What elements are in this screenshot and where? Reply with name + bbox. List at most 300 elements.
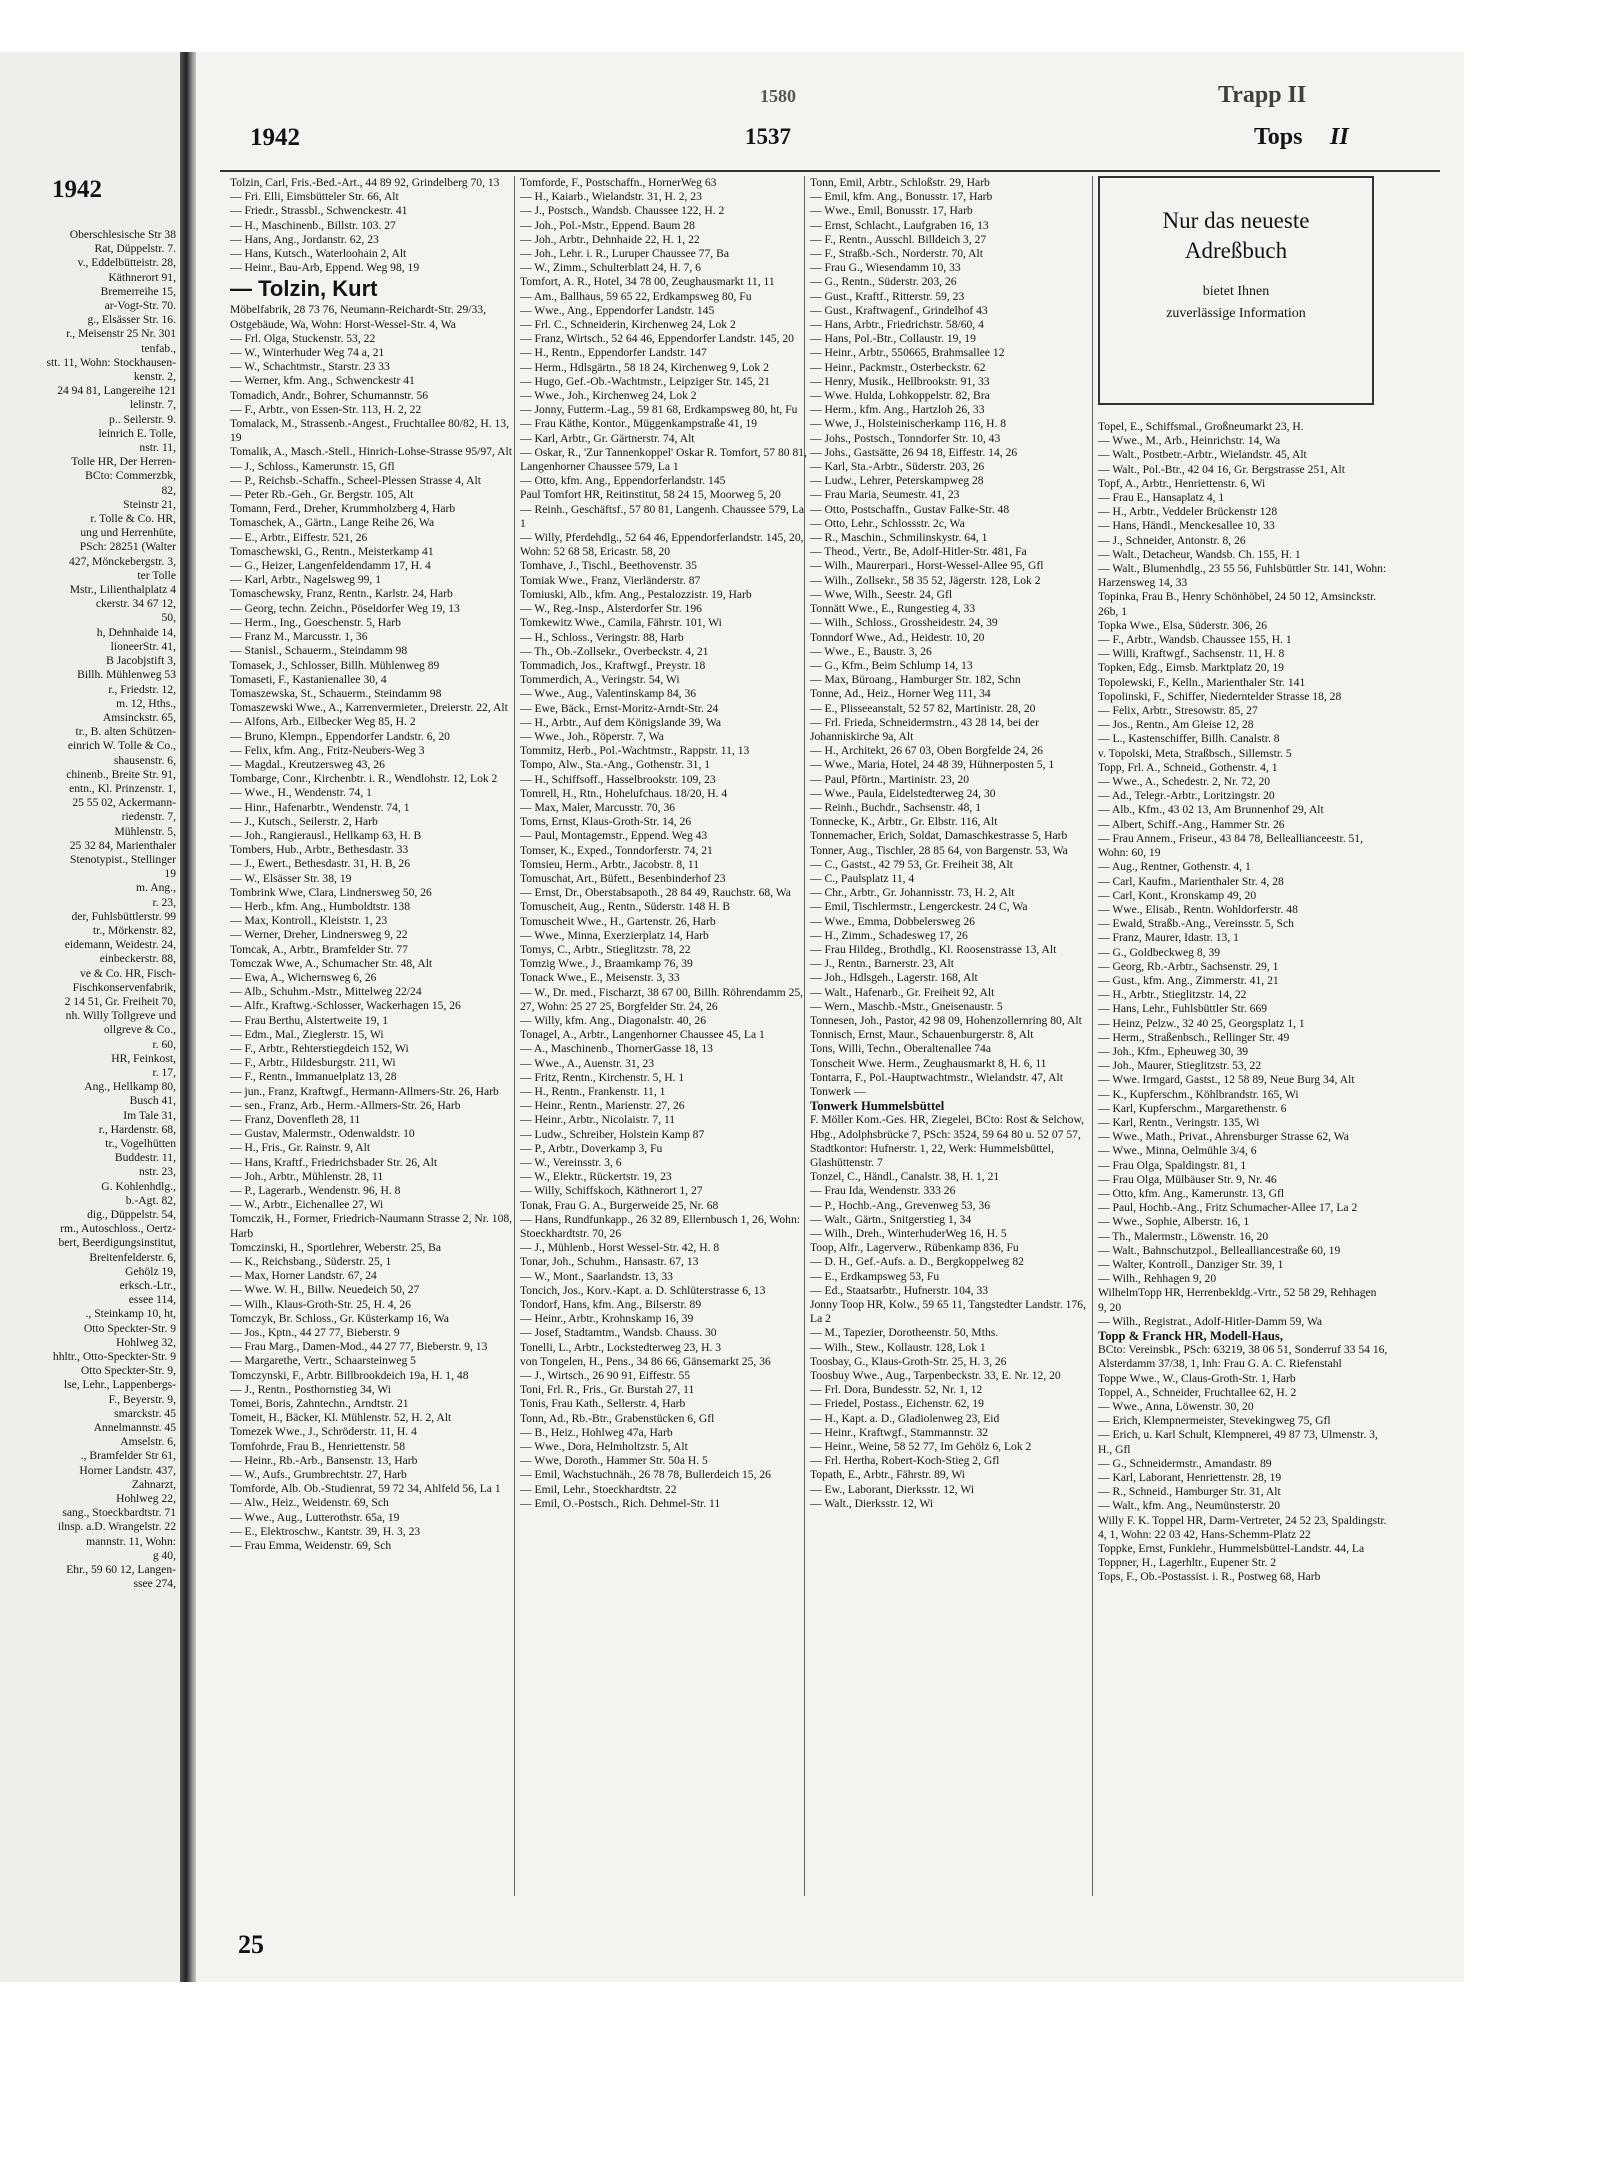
left-page-line: Tolle HR, Der Herren-: [71, 455, 176, 469]
left-page-line: tr., Vogelhütten: [105, 1137, 176, 1150]
directory-entry: — Edm., Mal., Zieglerstr. 15, Wi: [230, 1027, 384, 1041]
directory-entry: — Karl, Arbtr., Nagelsweg 99, 1: [230, 573, 382, 587]
directory-entry: Topken, Edg., Eimsb. Marktplatz 20, 19: [1098, 661, 1284, 675]
left-page-line: r. 60,: [152, 1037, 176, 1051]
directory-entry: Tomalik, A., Masch.-Stell., Hinrich-Lohse-Strasse 95/97, Alt: [230, 445, 512, 459]
directory-entry: — K., Kupferschm., Köhlbrandstr. 165, Wi: [1098, 1087, 1299, 1101]
directory-entry: — Heinr., Rb.-Arb., Bansenstr. 13, Harb: [230, 1453, 418, 1467]
directory-entry: Tombers, Hub., Arbtr., Bethesdastr. 33: [230, 843, 409, 857]
directory-entry: — W., Dr. med., Fischarzt, 38 67 00, Billh. Röhrendamm 25, 27, Wohn: 25 27 25, Borgfelder Str. 24, 26: [520, 985, 804, 1013]
directory-entry: — J., Schneider, Antonstr. 8, 26: [1098, 533, 1246, 547]
directory-entry: — H., Kaiarb., Wielandstr. 31, H. 2, 23: [520, 190, 702, 204]
directory-entry: — Max, Maler, Marcusstr. 70, 36: [520, 800, 676, 814]
directory-entry: — Walt., Bahnschutzpol., Bellealliancestraße 60, 19: [1098, 1243, 1341, 1257]
directory-entry: — Wwe., H., Wendenstr. 74, 1: [230, 786, 372, 800]
directory-entry: Tonis, Frau Kath., Sellerstr. 4, Harb: [520, 1397, 686, 1411]
left-page-line: r., Hardenstr. 68,: [98, 1122, 176, 1136]
directory-entry: Tomuscheit Wwe., H., Gartenstr. 26, Harb: [520, 914, 716, 928]
directory-entry: Tomfohrde, Frau B., Henriettenstr. 58: [230, 1439, 405, 1453]
directory-entry: Tomser, K., Exped., Tonndorferstr. 74, 21: [520, 843, 713, 857]
directory-entry: — Ernst, Schlacht., Laufgraben 16, 13: [810, 218, 989, 232]
directory-entry: — Friedel, Postass., Eichenstr. 62, 19: [810, 1397, 984, 1411]
directory-entry: — M., Tapezier, Dorotheenstr. 50, Mths.: [810, 1326, 999, 1340]
directory-entry: — G., Heizer, Langenfeldendamm 17, H. 4: [230, 559, 431, 573]
directory-entry: Topel, E., Schiffsmal., Großneumarkt 23, H.: [1098, 420, 1304, 433]
directory-entry: — J., Kutsch., Seilerstr. 2, Harb: [230, 814, 378, 828]
directory-entry: — G., Rentn., Süderstr. 203, 26: [810, 275, 957, 289]
directory-entry: Tomeit, H., Bäcker, Kl. Mühlenstr. 52, H. 2, Alt: [230, 1411, 452, 1425]
directory-entry: — Wwe., Ang., Eppendorfer Landstr. 145: [520, 303, 715, 317]
directory-entry: Tombrink Wwe, Clara, Lindnersweg 50, 26: [230, 885, 432, 899]
directory-entry: — Otto, Lehr., Schlossstr. 2c, Wa: [810, 516, 965, 530]
left-page-line: HR, Feinkost,: [111, 1051, 176, 1065]
directory-entry: — Joh., Lehr. i. R., Luruper Chaussee 77, Ba: [520, 247, 729, 261]
directory-entry: — Herm., Straßenbsch., Rellinger Str. 49: [1098, 1030, 1290, 1044]
directory-entry: — Gust., Kraftwagenf., Grindelhof 43: [810, 303, 988, 317]
directory-entry: — W., Arbtr., Eichenallee 27, Wi: [230, 1198, 384, 1212]
directory-entry: — Heinz, Pelzw., 32 40 25, Georgsplatz 1, 1: [1098, 1016, 1305, 1030]
directory-entry: Jonny Toop HR, Kolw., 59 65 11, Tangstedter Landstr. 176, La 2: [810, 1298, 1086, 1326]
directory-entry: — Otto, kfm. Ang., Kamerunstr. 13, Gfl: [1098, 1186, 1285, 1200]
directory-entry: Tonner, Aug., Tischler, 28 85 64, von Bargenstr. 53, Wa: [810, 843, 1068, 857]
directory-entry: — Reinh., Buchdr., Sachsenstr. 48, 1: [810, 800, 981, 814]
cutoff-running-head-right: Trapp II: [1218, 82, 1307, 108]
directory-entry: — W., Schachtmstr., Starstr. 23 33: [230, 360, 390, 374]
directory-entry: — Hinr., Hafenarbtr., Wendenstr. 74, 1: [230, 800, 410, 814]
directory-entry: — Ewe, Bäck., Ernst-Moritz-Arndt-Str. 24: [520, 701, 719, 715]
left-page-line: r., Meisenstr 25 Nr. 301: [66, 327, 176, 341]
left-page-line: Billh. Mühlenweg 53: [77, 668, 176, 682]
left-page-line: Hohlweg 32,: [116, 1335, 176, 1349]
directory-entry: — Erich, u. Karl Schult, Klempnerei, 49 87 73, Ulmenstr. 3, H., Gfl: [1098, 1428, 1378, 1456]
directory-entry: — J., Postsch., Wandsb. Chaussee 122, H. 2: [520, 204, 725, 218]
directory-entry: Tomei, Boris, Zahntechn., Arndtstr. 21: [230, 1397, 409, 1411]
left-page-line: 427, Mönckebergstr. 3,: [68, 554, 176, 568]
directory-entry: Toncich, Jos., Korv.-Kapt. a. D. Schlüterstrasse 6, 13: [520, 1283, 766, 1297]
directory-entry: — Fri. Elli, Eimsbütteler Str. 66, Alt: [230, 190, 399, 204]
directory-entry: — Wwe. W. H., Billw. Neuedeich 50, 27: [230, 1283, 420, 1297]
directory-entry: — Karl, Laborant, Henriettenstr. 28, 19: [1098, 1471, 1282, 1485]
directory-entry: — Frau Annem., Friseur., 43 84 78, Belleallianceestr. 51, Wohn: 60, 19: [1098, 831, 1364, 860]
ad-line-4: zuverlässige Information: [1166, 306, 1306, 321]
directory-entry: — Frau Ida, Wendenstr. 333 26: [810, 1184, 956, 1198]
directory-entry: — Walt., Gärtn., Snitgerstieg 1, 34: [810, 1212, 972, 1226]
left-page-line: Busch 41,: [129, 1094, 176, 1108]
directory-entry: — Franz, Wirtsch., 52 64 46, Eppendorfer Landstr. 145, 20: [520, 332, 794, 346]
directory-entry: — Herm., Ing., Goeschenstr. 5, Harb: [230, 615, 401, 629]
ad-line-3: bietet Ihnen: [1202, 284, 1270, 299]
left-page-line: Horner Landstr. 437,: [79, 1463, 176, 1477]
directory-entry: — Ad., Telegr.-Arbtr., Loritzingstr. 20: [1098, 789, 1275, 803]
left-page-line: entn., Kl. Prinzenstr. 1,: [69, 781, 176, 795]
directory-entry: — Wilh., Stew., Kollaustr. 128, Lok 1: [810, 1340, 986, 1354]
directory-entry: — K., Reichsbang., Süderstr. 25, 1: [230, 1255, 392, 1269]
directory-entry: — Walt., Dierksstr. 12, Wi: [810, 1496, 934, 1510]
directory-entry: — Theod., Vertr., Be, Adolf-Hitler-Str. 481, Fa: [810, 545, 1027, 559]
directory-entry: Tomczyk, Br. Schloss., Gr. Küsterkamp 16, Wa: [230, 1311, 449, 1325]
directory-entry: — Wwe., Joh., Röperstr. 7, Wa: [520, 729, 664, 743]
directory-entry: Tonak, Frau G. A., Burgerweide 25, Nr. 68: [520, 1198, 719, 1212]
left-page-line: ollgreve & Co.,: [103, 1023, 176, 1037]
directory-entry: — R., Maschin., Schmilinskystr. 64, 1: [810, 531, 988, 545]
directory-entry: — Karl, Sta.-Arbtr., Süderstr. 203, 26: [810, 460, 985, 474]
directory-entry: Tomiuski, Alb., kfm. Ang., Pestalozzistr. 19, Harb: [520, 587, 752, 601]
directory-entry: — H., Kapt. a. D., Gladiolenweg 23, Eid: [810, 1411, 1000, 1425]
directory-entry: Tomuscheit, Aug., Rentn., Süderstr. 148 H. B: [520, 900, 731, 914]
directory-entry: Tonne, Ad., Heiz., Horner Weg 111, 34: [810, 687, 991, 701]
directory-entry: Tonar, Joh., Schuhm., Hansastr. 67, 13: [520, 1255, 699, 1269]
directory-entry: — Frau Berthu, Alstertweite 19, 1: [230, 1013, 389, 1027]
directory-entry: — Johs., Gastsätte, 26 94 18, Eiffestr. 14, 26: [810, 445, 1018, 459]
directory-entry: Tonnemacher, Erich, Soldat, Damaschkestrasse 5, Harb: [810, 829, 1068, 843]
directory-entry: — Ed., Staatsarbtr., Hufnerstr. 104, 33: [810, 1283, 989, 1297]
left-page-line: G. Kohlenhdlg.,: [101, 1179, 176, 1193]
left-page-line: ., Steinkamp 10, ht,: [85, 1307, 176, 1321]
directory-entry: — Heinr., Bau-Arb, Eppend. Weg 98, 19: [230, 261, 420, 275]
directory-entry: — Joh., Maurer, Stieglitzstr. 53, 22: [1098, 1059, 1262, 1073]
left-page-line: B Jacobjstift 3,: [106, 654, 176, 668]
left-page-line: 25 55 02, Ackermann-: [72, 796, 176, 810]
left-page-line: BCto: Commerzbk,: [85, 469, 176, 483]
directory-entry: Toppner, H., Lagerhltr., Eupener Str. 2: [1098, 1556, 1277, 1570]
directory-entry: — Ewald, Straßb.-Ang., Vereinsstr. 5, Sch: [1098, 917, 1294, 931]
left-page-line: Im Tale 31,: [123, 1108, 176, 1122]
directory-entry: Tomaseti, F., Kastanienallee 30, 4: [230, 672, 387, 686]
directory-entry: Tomaszewska, St., Schauerm., Steindamm 98: [230, 686, 442, 700]
left-page-line: Mstr., Lilienthalplatz 4: [69, 583, 176, 597]
directory-entry: — W., Aufs., Grumbrechtstr. 27, Harb: [230, 1468, 407, 1482]
left-page-line: nstr. 23,: [138, 1165, 176, 1179]
directory-entry: — Werner, Dreher, Lindnersweg 9, 22: [230, 928, 408, 942]
left-page-line: Käthnerort 91,: [108, 270, 176, 284]
left-page-line: riedenstr. 7,: [121, 810, 176, 824]
directory-entry: — Ewa, A., Wichernsweg 6, 26: [230, 970, 377, 984]
left-page-line: 19: [164, 867, 176, 881]
left-page-line: Rat, Düppelstr. 7.: [94, 242, 176, 256]
left-page-line: der, Fuhlsbüttlerstr. 99: [71, 909, 176, 923]
directory-entry: — J., Mühlenb., Horst Wessel-Str. 42, H. 8: [520, 1241, 720, 1255]
left-page-line: lse, Lehr., Lappenbergs-: [63, 1378, 176, 1392]
directory-entry: — Johs., Postsch., Tonndorfer Str. 10, 43: [810, 431, 1001, 445]
directory-entry: — Hans, Pol.-Btr., Collaustr. 19, 19: [810, 332, 976, 346]
directory-entry: — Chr., Arbtr., Gr. Johannisstr. 73, H. 2, Alt: [810, 886, 1015, 900]
directory-entry: — Willy, Schiffskoch, Käthnerort 1, 27: [520, 1184, 703, 1198]
left-page-line: Ang., Hellkamp 80,: [84, 1080, 176, 1094]
directory-entry: — Emil, O.-Postsch., Rich. Dehmel-Str. 11: [520, 1496, 721, 1510]
left-page-line: leinrich E. Tolle,: [98, 426, 176, 440]
directory-entry: — H., Fris., Gr. Rainstr. 9, Alt: [230, 1141, 371, 1155]
directory-entry: Tomuschat, Art., Büfett., Besenbinderhof 23: [520, 871, 726, 885]
directory-entry: — W., Mont., Saarlandstr. 13, 33: [520, 1269, 673, 1283]
left-page-fragment: [0, 52, 180, 1982]
directory-entry: Tonn, Emil, Arbtr., Schloßstr. 29, Harb: [810, 176, 990, 189]
left-page-line: bert, Beerdigungsinstitut,: [58, 1236, 176, 1250]
left-page-year: 1942: [52, 176, 102, 203]
directory-entry: Tonnätt Wwe., E., Rungestieg 4, 33: [810, 602, 976, 616]
directory-entry: — Wwe., M., Arb., Heinrichstr. 14, Wa: [1098, 434, 1281, 448]
directory-entry: — Franz, Maurer, Idastr. 13, 1: [1098, 931, 1239, 945]
directory-entry: Willy F. K. Toppel HR, Darm-Vertreter, 24 52 23, Spaldingstr. 4, 1, Wohn: 22 03 42, Hans-Schemm-Platz 22: [1098, 1513, 1387, 1541]
directory-entry: — Ernst, Dr., Oberstabsapoth., 28 84 49, Rauchstr. 68, Wa: [520, 886, 791, 900]
directory-entry: Toppel, A., Schneider, Fruchtallee 62, H. 2: [1098, 1385, 1297, 1399]
directory-entry: — Karl, Kupferschm., Margarethenstr. 6: [1098, 1101, 1287, 1115]
directory-entry: — Gustav, Malermstr., Odenwaldstr. 10: [230, 1127, 415, 1141]
directory-entry: — Frau Käthe, Kontor., Müggenkampstraße 41, 19: [520, 417, 757, 431]
directory-entry: — jun., Franz, Kraftwgf., Hermann-Allmers-Str. 26, Harb: [230, 1084, 499, 1098]
left-page-line: Ehr., 59 60 12, Langen-: [66, 1563, 176, 1577]
directory-entry: — Frau Maria, Seumestr. 41, 23: [810, 488, 960, 502]
left-page-line: Mühlenstr. 5,: [114, 824, 176, 838]
directory-entry: — Friedr., Strassbl., Schwenckestr. 41: [230, 204, 408, 218]
directory-entry: Topka Wwe., Elsa, Süderstr. 306, 26: [1098, 618, 1267, 632]
directory-entry: — Alfr., Kraftwg.-Schlosser, Wackerhagen 15, 26: [230, 999, 461, 1013]
directory-entry: — Werner, kfm. Ang., Schwenckestr 41: [230, 374, 415, 388]
directory-entry: — Gust., kfm. Ang., Zimmerstr. 41, 21: [1098, 973, 1279, 987]
directory-entry: Tommitz, Herb., Pol.-Wachtmstr., Rappstr. 11, 13: [520, 744, 750, 758]
directory-entry: — Ew., Laborant, Dierksstr. 12, Wi: [810, 1482, 975, 1496]
directory-entry: Tomaschewski, G., Rentn., Meisterkamp 41: [230, 544, 434, 558]
ad-line-2: Adreßbuch: [1184, 238, 1288, 263]
left-page-line: kenstr. 2,: [133, 370, 176, 384]
directory-entry: — F., Arbtr., Hildesburgstr. 211, Wi: [230, 1056, 396, 1070]
directory-entry: — Wwe., Minna, Exerzierplatz 14, Harb: [520, 928, 709, 942]
directory-entry: — D. H., Gef.-Aufs. a. D., Bergkoppelweg 82: [810, 1255, 1024, 1269]
directory-entry: Topf, A., Arbtr., Henriettenstr. 6, Wi: [1098, 476, 1266, 490]
directory-entry: — F., Rentn., Immanuelplatz 13, 28: [230, 1070, 397, 1084]
directory-entry: Tonagel, A., Arbtr., Langenhorner Chaussee 45, La 1: [520, 1028, 765, 1042]
directory-entry: — Alw., Heiz., Weidenstr. 69, Sch: [230, 1496, 389, 1510]
directory-entry: Tomezek Wwe., J., Schröderstr. 11, H. 4: [230, 1425, 417, 1439]
directory-entry: Tonn, Ad., Rb.-Btr., Grabenstücken 6, Gfl: [520, 1411, 715, 1425]
directory-entry: Topp, Frl. A., Schneid., Gothenstr. 4, 1: [1098, 760, 1278, 774]
directory-entry: F. Möller Kom.-Ges. HR, Ziegelei, BCto: Rost & Selchow, Hbg., Adolphsbrücke 7, PSch: 3524, 59 64 80 u. 52 07 57, Stadtkontor: Hufnerstr. 1, 22, Werk: Hummelsbüttel, Glashüttenstr. 7: [810, 1113, 1084, 1170]
directory-entry: Tomhave, J., Tischl., Beethovenstr. 35: [520, 559, 697, 573]
directory-entry: — Margarethe, Vertr., Schaarsteinweg 5: [230, 1354, 416, 1368]
directory-entry: — Joh., Hdlsgeh., Lagerstr. 168, Alt: [810, 971, 978, 985]
directory-column-1: [230, 176, 518, 1916]
directory-entry: Tomaschek, A., Gärtn., Lange Reihe 26, Wa: [230, 516, 435, 530]
directory-entry: — H., Rentn., Eppendorfer Landstr. 147: [520, 346, 707, 360]
directory-entry: — Josef, Stadtamtm., Wandsb. Chauss. 30: [520, 1326, 717, 1340]
directory-entry: Toppke, Ernst, Funklehr., Hummelsbüttel-Landstr. 44, La: [1098, 1542, 1365, 1556]
directory-entry: Toni, Frl. R., Fris., Gr. Burstah 27, 11: [520, 1383, 695, 1397]
directory-entry: — Otto, kfm. Ang., Eppendorferlandstr. 145: [520, 474, 726, 488]
directory-entry: — W., Reg.-Insp., Alsterdorfer Str. 196: [520, 602, 702, 616]
directory-entry: Topp & Franck HR, Modell-Haus,: [1098, 1329, 1283, 1343]
left-page-line: F., Beyerstr. 9,: [108, 1392, 176, 1406]
directory-entry: — Wwe. Irmgard, Gastst., 12 58 89, Neue Burg 34, Alt: [1098, 1073, 1355, 1087]
directory-entry: — F., Arbtr., Wandsb. Chaussee 155, H. 1: [1098, 633, 1292, 647]
left-page-line: r. Tolle & Co. HR,: [90, 512, 176, 526]
directory-entry: — Felix, Arbtr., Stresowstr. 85, 27: [1098, 704, 1258, 718]
directory-entry: — Wilh., Klaus-Groth-Str. 25, H. 4, 26: [230, 1297, 411, 1311]
directory-entry: — P., Reichsb.-Schaffn., Scheel-Plessen Strasse 4, Alt: [230, 473, 481, 487]
left-page-line: mannstr. 11, Wohn:: [86, 1534, 176, 1548]
directory-entry: — Wwe., Sophie, Alberstr. 16, 1: [1098, 1215, 1250, 1229]
left-page-line: tenfab.,: [141, 341, 176, 355]
left-page-line: 2 14 51, Gr. Freiheit 70,: [64, 994, 176, 1008]
directory-entry: — Tolzin, Kurt: [230, 276, 378, 302]
directory-entry: Tomadich, Andr., Bohrer, Schumannstr. 56: [230, 388, 429, 402]
directory-entry: — H., Rentn., Frankenstr. 11, 1: [520, 1085, 666, 1098]
directory-entry: — Th., Malermstr., Löwenstr. 16, 20: [1098, 1229, 1269, 1243]
directory-entry: — Aug., Rentner, Gothenstr. 4, 1: [1098, 860, 1251, 874]
left-page-line: Steinstr 21,: [123, 497, 176, 511]
directory-entry: — Erich, Klempnermeister, Stevekingweg 75, Gfl: [1098, 1414, 1331, 1428]
page-year: 1942: [250, 124, 300, 151]
directory-entry: — Frau Olga, Spaldingstr. 81, 1: [1098, 1158, 1247, 1172]
directory-entry: — Herb., kfm. Ang., Humboldtstr. 138: [230, 899, 411, 913]
left-page-line: PSch: 28251 (Walter: [79, 540, 176, 554]
directory-entry: — Reinh., Geschäftsf., 57 80 81, Langenh. Chaussee 579, La 1: [520, 502, 804, 530]
left-page-line: ve & Co. HR, Fisch-: [80, 966, 176, 980]
directory-entry: — Frau Emma, Weidenstr. 69, Sch: [230, 1539, 392, 1553]
directory-entry: — H., Maschinenb., Billstr. 103. 27: [230, 218, 396, 232]
directory-entry: Tomforde, Alb. Ob.-Studienrat, 59 72 34, Ahlfeld 56, La 1: [230, 1482, 501, 1496]
directory-entry: Tontarra, F., Pol.-Hauptwachtmstr., Wielandstr. 47, Alt: [810, 1070, 1063, 1084]
directory-entry: — Herm., Hdlsgärtn., 58 18 24, Kirchenweg 9, Lok 2: [520, 360, 769, 374]
directory-entry: BCto: Vereinsbk., PSch: 63219, 38 06 51, Sonderruf 33 54 16, Alsterdamm 37/38, 1, Inh: Frau G. A. C. Riefenstahl: [1098, 1343, 1388, 1371]
directory-entry: — Oskar, R., 'Zur Tannenkoppel' Oskar R. Tomfort, 57 80 81, Langenhorner Chaussee 579, La 1: [520, 445, 807, 474]
directory-entry: Tomasek, J., Schlosser, Billh. Mühlenweg 89: [230, 658, 440, 672]
directory-entry: Tolzin, Carl, Fris.-Bed.-Art., 44 89 92, Grindelberg 70, 13: [230, 176, 500, 189]
directory-entry: Tompo, Alw., Sta.-Ang., Gothenstr. 31, 1: [520, 758, 711, 772]
directory-entry: — Wwe., A., Schedestr. 2, Nr. 72, 20: [1098, 775, 1271, 789]
directory-entry: — J., Ewert., Bethesdastr. 31, H. B, 26: [230, 857, 411, 871]
directory-entry: Tonelli, L., Arbtr., Lockstedterweg 23, H. 3: [520, 1340, 722, 1354]
directory-entry: — Georg, Rb.-Arbtr., Sachsenstr. 29, 1: [1098, 959, 1279, 973]
directory-entry: — Paul, Pförtn., Martinistr. 23, 20: [810, 772, 970, 786]
directory-entry: — H., Zimm., Schadesweg 17, 26: [810, 928, 968, 942]
left-page-line: Fischkonservenfabrik,: [72, 980, 176, 994]
left-page-line: tr., Mörkenstr. 82,: [92, 923, 176, 937]
directory-entry: — H., Schloss., Veringstr. 88, Harb: [520, 630, 684, 644]
directory-entry: — Georg, techn. Zeichn., Pöseldorfer Weg 19, 13: [230, 601, 460, 615]
directory-entry: Tomaszewski Wwe., A., Karrenvermieter., Dreierstr. 22, Alt: [230, 701, 508, 715]
left-page-line: Zahnarzt,: [131, 1477, 176, 1491]
directory-entry: — Wwe., A., Auenstr. 31, 23: [520, 1056, 655, 1070]
directory-entry: — Joh., Rangierausl., Hellkamp 63, H. B: [230, 828, 422, 842]
left-page-line: g 40,: [152, 1548, 176, 1562]
directory-entry: — J., Rentn., Posthornstieg 34, Wi: [230, 1382, 391, 1396]
left-page-line: Gehölz 19,: [125, 1264, 176, 1278]
left-page-line: ssee 274,: [133, 1577, 176, 1591]
directory-column-2: [520, 176, 808, 1896]
left-page-line: nh. Willy Tollgreve und: [65, 1009, 176, 1023]
directory-entry: — Hans, Kraftf., Friedrichsbader Str. 26, Alt: [230, 1155, 438, 1169]
left-page-line: einbeckerstr. 88,: [99, 952, 176, 966]
directory-entry: — Albert, Schiff.-Ang., Hammer Str. 26: [1098, 817, 1285, 831]
directory-entry: — Walter, Kontroll., Danziger Str. 39, 1: [1098, 1257, 1284, 1271]
directory-entry: — E., Plisseeanstalt, 52 57 82, Martinistr. 28, 20: [810, 701, 1036, 715]
directory-entry: — Stanisl., Schauerm., Steindamm 98: [230, 644, 408, 658]
left-page-line: ung und Herrenhüte,: [80, 526, 176, 540]
guide-word: Tops: [1254, 124, 1303, 150]
left-page-line: einrich W. Tolle & Co.,: [67, 739, 176, 753]
directory-entry: — A., Maschinenb., ThornerGasse 18, 13: [520, 1042, 713, 1056]
directory-entry: — Carl, Kaufm., Marienthaler Str. 4, 28: [1098, 874, 1284, 888]
directory-entry: — Wwe., Emma, Dobbelersweg 26: [810, 914, 975, 928]
directory-entry: — Max, Büroang., Hamburger Str. 182, Schn: [810, 673, 1021, 687]
left-page-line: ckerstr. 34 67 12,: [95, 597, 176, 611]
directory-entry: — Otto, Postschaffn., Gustav Falke-Str. 48: [810, 502, 1010, 516]
directory-entry: — Wwe, Wilh., Seestr. 24, Gfl: [810, 587, 953, 601]
directory-entry: — Herm., kfm. Ang., Hartzloh 26, 33: [810, 403, 985, 417]
directory-entry: — Wilh., Rehhagen 9, 20: [1098, 1272, 1217, 1286]
directory-entry: — Hans, Kutsch., Waterloohain 2, Alt: [230, 247, 407, 261]
directory-entry: Tomaschewsky, Franz, Rentn., Karlstr. 24, Harb: [230, 587, 453, 601]
left-page-line: ar-Vogt-Str. 70.: [104, 299, 176, 313]
directory-entry: Tomzig Wwe., J., Braamkamp 76, 39: [520, 957, 693, 971]
left-page-line: lioneerStr. 41,: [110, 639, 176, 653]
directory-entry: — Wwe, J., Holsteinischerkamp 116, H. 8: [810, 417, 1007, 431]
directory-entry: Tomrell, H., Rtn., Hohelufchaus. 18/20, H. 4: [520, 786, 728, 800]
page-number-header: 1537: [745, 124, 791, 149]
directory-entry: — F., Rentn., Ausschl. Billdeich 3, 27: [810, 232, 987, 246]
left-page-line: Hohlweg 22,: [116, 1492, 176, 1506]
left-page-line: nstr. 11,: [139, 441, 176, 455]
directory-entry: Tonwerk —: [810, 1085, 866, 1098]
directory-entry: — Walt., kfm. Ang., Neumünsterstr. 20: [1098, 1499, 1281, 1513]
directory-entry: — Wilh., Registrat., Adolf-Hitler-Damm 59, Wa: [1098, 1314, 1322, 1328]
directory-entry: Tonnisch, Ernst, Maur., Schauenburgerstr. 8, Alt: [810, 1028, 1034, 1042]
directory-entry: — Ludw., Lehrer, Peterskampweg 28: [810, 474, 984, 488]
directory-entry: — Heinr., Arbtr., 550665, Brahmsallee 12: [810, 346, 1005, 360]
directory-entry: — Th., Ob.-Zollsekr., Overbeckstr. 4, 21: [520, 644, 709, 658]
directory-entry: — Wilh., Schloss., Grossheidestr. 24, 39: [810, 616, 998, 630]
left-page-line: b.-Agt. 82,: [125, 1193, 176, 1207]
directory-entry: Tomczik, H., Former, Friedrich-Naumann Strasse 2, Nr. 108, Harb: [230, 1212, 513, 1240]
directory-entry: — Heinr., Weine, 58 52 77, Im Gehölz 6, Lok 2: [810, 1440, 1032, 1454]
directory-entry: — Paul, Hochb.-Ang., Fritz Schumacher-Allee 17, La 2: [1098, 1201, 1358, 1215]
directory-entry: Tonnecke, K., Arbtr., Gr. Elbstr. 116, Alt: [810, 815, 998, 829]
left-page-line: r., Friedstr. 12,: [108, 682, 176, 696]
directory-entry: Tomys, C., Arbtr., Stieglitzstr. 78, 22: [520, 942, 691, 956]
directory-entry: — Walt., Blumenhdlg., 23 55 56, Fuhlsbüttler Str. 141, Wohn: Harzensweg 14, 33: [1098, 562, 1387, 590]
left-page-line: 24 94 81, Langereihe 121: [57, 384, 176, 398]
footer-mark: 25: [238, 1930, 264, 1959]
left-page-line: p.. Seilerstr. 9.: [109, 412, 176, 426]
directory-entry: — Heinr., Arbtr., Nicolaistr. 7, 11: [520, 1113, 676, 1127]
directory-entry: — Willi, Kraftwgf., Sachsenstr. 11, H. 8: [1098, 647, 1285, 661]
left-page-line: erksch.-Ltr.,: [119, 1279, 176, 1293]
directory-entry: — Franz, Dovenfleth 28, 11: [230, 1113, 361, 1126]
directory-entry: WilhelmTopp HR, Herrenbekldg.-Vrtr., 52 58 29, Rehhagen 9, 20: [1098, 1286, 1377, 1314]
directory-entry: — Wwe., Dora, Helmholtzstr. 5, Alt: [520, 1440, 688, 1454]
directory-entry: Tomczak Wwe, A., Schumacher Str. 48, Alt: [230, 956, 433, 970]
directory-entry: — Frl. Frieda, Schneidermstrn., 43 28 14, bei der Johanniskirche 9a, Alt: [810, 715, 1039, 743]
directory-entry: Tomforde, F., Postschaffn., HornerWeg 63: [520, 176, 717, 189]
directory-entry: — Wwe., Anna, Löwenstr. 30, 20: [1098, 1400, 1254, 1414]
directory-entry: — E., Elektroschw., Kantstr. 39, H. 3, 23: [230, 1524, 421, 1538]
directory-entry: Tommadich, Jos., Kraftwgf., Preystr. 18: [520, 658, 706, 672]
directory-entry: Tomsieu, Herm., Arbtr., Jacobstr. 8, 11: [520, 857, 700, 871]
left-page-line: h, Dehnhaide 14,: [96, 625, 176, 639]
directory-entry: — Emil, Lehr., Stoeckhardtstr. 22: [520, 1482, 677, 1496]
directory-entry: — Fritz, Rentn., Kirchenstr. 5, H. 1: [520, 1070, 685, 1084]
left-page-line: essee 114,: [128, 1293, 176, 1307]
left-page-line: Bremerreihe 15,: [100, 284, 176, 298]
directory-entry: — Karl, Rentn., Veringstr. 135, Wi: [1098, 1115, 1260, 1129]
directory-entry: Toosbuy Wwe., Aug., Tarpenbeckstr. 33, E. Nr. 12, 20: [810, 1369, 1061, 1383]
directory-entry: — Walt., Detacheur, Wandsb. Ch. 155, H. 1: [1098, 547, 1301, 561]
directory-entry: — Frl. Hertha, Robert-Koch-Stieg 2, Gfl: [810, 1454, 1000, 1468]
directory-entry: — Frl. C., Schneiderin, Kirchenweg 24, Lok 2: [520, 318, 736, 332]
directory-entry: — Peter Rb.-Geh., Gr. Bergstr. 105, Alt: [230, 488, 414, 502]
left-page-line: Otto Speckter-Str. 9,: [80, 1364, 176, 1378]
directory-entry: — Gust., Kraftf., Ritterstr. 59, 23: [810, 289, 965, 303]
directory-entry: — Heinr., Arbtr., Krohnskamp 16, 39: [520, 1312, 694, 1326]
